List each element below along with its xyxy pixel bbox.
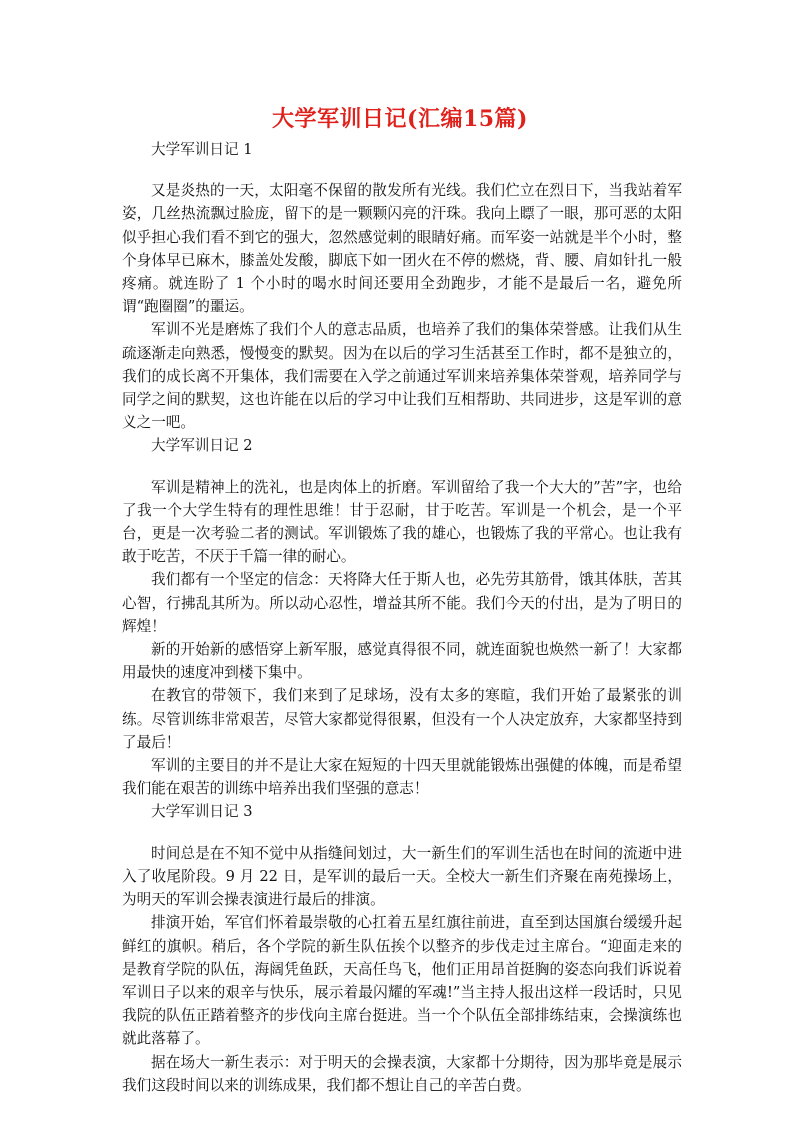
paragraph-1-2: 军训不光是磨炼了我们个人的意志品质，也培养了我们的集体荣誉感。让我们从生疏逐渐走向熟悉，慢慢变的默契。因为在以后的学习生活甚至工作时，都不是独立的，我们的成长离不开集体，我们需要在入学之前通过军训来培养集体荣誉观，培养同学与同学之间的默契，这也许能在以后的学习中让我们互相帮助、共同进步，这是军训的意义之一吧。: [122, 321, 682, 432]
paragraph-2-5: 军训的主要目的并不是让大家在短短的十四天里就能锻炼出强健的体魄，而是希望我们能在艰苦的训练中培养出我们坚强的意志！: [122, 757, 682, 798]
paragraph-3-3: 据在场大一新生表示：对于明天的会操表演，大家都十分期待，因为那毕竟是展示我们这段时间以来的训练成果，我们都不想让自己的辛苦白费。: [122, 1053, 682, 1094]
section-heading-1: 大学军训日记 1: [151, 141, 253, 158]
section-heading-3: 大学军训日记 3: [151, 803, 253, 821]
paragraph-3-2: 排演开始，军官们怀着最崇敬的心扛着五星红旗往前进，直至到达国旗台缓缓升起鲜红的旗帜。稍后，各个学院的新生队伍挨个以整齐的步伐走过主席台。“迎面走来的是教育学院的队伍，海阔凭鱼跃，天高任鸟飞，他们正用昂首挺胸的姿态向我们诉说着军训日子以来的艰辛与快乐，展示着最闪耀的军魂!”当主持人报出这样一段话时，只见我院的队伍正踏着整齐的步伐向主席台挺进。当一个个队伍全部排练结束，会操演练也就此落幕了。: [122, 914, 682, 1048]
paragraph-1-1: 又是炎热的一天，太阳毫不保留的散发所有光线。我们伫立在烈日下，当我站着军姿，几丝热流飘过脸庞，留下的是一颗颗闪亮的汗珠。我向上瞟了一眼，那可恶的太阳似乎担心我们看不到它的强大，忽然感觉刺的眼睛好痛。而军姿一站就是半个小时，整个身体早已麻木，膝盖处发酸，脚底下如一团火在不停的燃烧，背、腰、肩如针扎一般疼痛。就连盼了 1 个小时的喝水时间还要用全劲跑步，才能不是最后一名，避免所谓“跑圈圈”的噩运。: [122, 182, 682, 316]
paragraph-2-2: 我们都有一个坚定的信念：天将降大任于斯人也，必先劳其筋骨，饿其体肤，苦其心智，行拂乱其所为。所以动心忍性，增益其所不能。我们今天的付出，是为了明日的辉煌！: [122, 571, 682, 635]
document-title: 大学军训日记(汇编15篇): [272, 106, 528, 132]
paragraph-3-1: 时间总是在不知不觉中从指缝间划过，大一新生们的军训生活也在时间的流逝中进入了收尾阶段。9 月 22 日，是军训的最后一天。全校大一新生们齐聚在南苑操场上，为明天的军训会操表演进行最后的排演。: [122, 844, 682, 909]
paragraph-2-4: 在教官的带领下，我们来到了足球场，没有太多的寒暄，我们开始了最紧张的训练。尽管训练非常艰苦，尽管大家都觉得很累，但没有一个人决定放弃，大家都坚持到了最后！: [122, 687, 682, 751]
paragraph-2-3: 新的开始新的感悟穿上新军服，感觉真得很不同，就连面貌也焕然一新了！大家都用最快的速度冲到楼下集中。: [122, 641, 682, 682]
section-heading-2: 大学军训日记 2: [151, 437, 253, 455]
paragraph-2-1: 军训是精神上的洗礼，也是肉体上的折磨。军训留给了我一个大大的”苦”字，也给了我一个大学生特有的理性思维！甘于忍耐，甘于吃苦。军训是一个机会，是一个平台，更是一次考验二者的测试。军训锻炼了我的雄心，也锻炼了我的平常心。也让我有敢于吃苦，不厌于千篇一律的耐心。: [122, 478, 682, 566]
document-body: [122, 138, 682, 1097]
